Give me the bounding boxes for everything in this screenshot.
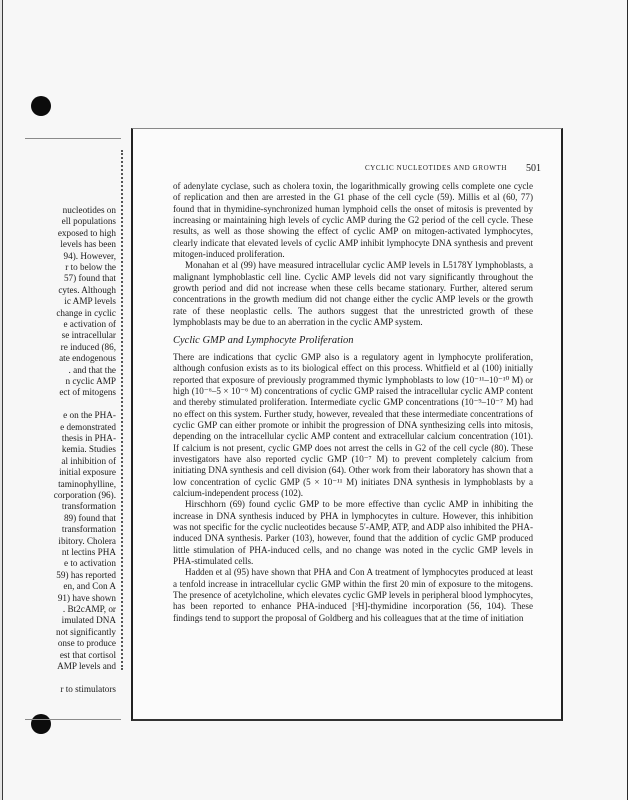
left-page-line: . and that the [68, 364, 116, 375]
left-page-line: ibitory. Cholera [58, 535, 116, 546]
left-page-line: e on the PHA- [63, 410, 116, 421]
left-page-line: est that cortisol [59, 649, 116, 660]
left-page-line: al inhibition of [61, 455, 116, 466]
left-page-line: nt lectins PHA [61, 547, 116, 557]
paragraph: Hadden et al (95) have shown that PHA and Con A treatment of lymphocytes produced at least a tenfold increase in intracellular cyclic GMP within the first 20 min of exposure to the mitogens. The presence of acetylcholine, which elevates cyclic GMP levels in peripheral blood lymphocytes, has been reported to enhance PHA-induced [³H]-thymidine incorporation (56, 104). These findings tend to support the proposal of Goldberg and his colleagues that at the time of initiation [173, 567, 533, 623]
left-page-line: e demonstrated [60, 421, 116, 432]
left-page-line: r to stimulators [60, 683, 116, 694]
scanned-sheet [2, 0, 628, 800]
left-page-line: kemia. Studies [61, 444, 116, 455]
left-page-line: cytes. Although [58, 284, 116, 295]
left-page-line: re induced (86, [60, 341, 116, 352]
section-heading: Cyclic GMP and Lymphocyte Proliferation [173, 335, 354, 347]
left-page-line: taminophylline, [58, 478, 116, 489]
left-page-line: transformation [61, 501, 116, 512]
left-page-line: ic AMP levels [64, 296, 116, 307]
page-header [173, 163, 541, 177]
journal-page [131, 128, 563, 721]
binding-gutter [121, 150, 129, 670]
left-page-line: not significantly [56, 626, 116, 637]
left-page-line: ell populations [61, 216, 116, 227]
left-page-line: se intracellular [61, 330, 116, 341]
left-page-line: change in cyclic [56, 307, 116, 318]
left-page-fragment [25, 138, 121, 720]
left-page-line: . Bt2cAMP, or [62, 604, 116, 614]
left-page-line: initial exposure [59, 467, 116, 478]
paragraph: Monahan et al (99) have measured intracellular cyclic AMP levels in L5178Y lymphoblasts, a malignant lymphoblastic cell line. Cyclic AMP levels did not vary significantly throughout the growth period and did not increase when these cells became stationary. Further, altered serum concentrations in the growth medium did not change either the cyclic AMP levels or the growth rate of these neoplastic cells. The authors suggest that the unrestricted growth of these lymphoblasts may be due to an aberration in the cyclic AMP system. [173, 260, 533, 328]
left-page-line: e to activation [63, 558, 116, 569]
left-page-line: 59) has reported [56, 569, 116, 580]
left-page-line: AMP levels and [57, 661, 116, 671]
left-page-line: ect of mitogens [59, 387, 116, 398]
left-page-line: levels has been [60, 239, 116, 250]
left-page-line: r to below the [65, 262, 116, 272]
left-page-line: transformation [61, 524, 116, 535]
left-page-line: nucleotides on [62, 205, 116, 215]
left-page-line: en, and Con A [63, 581, 116, 592]
running-head: CYCLIC NUCLEOTIDES AND GROWTH [364, 164, 507, 172]
left-page-line: ate endogenous [59, 353, 116, 364]
paragraph: of adenylate cyclase, such as cholera toxin, the logarithmically growing cells complete one cycle of replication and then are arrested in the G1 phase of the cell cycle (59). Millis et al (60, 77) found that in thymidine-synchronized human lymphoid cells the onset of mitosis is prevented by increasing or maintaining high levels of cyclic AMP during the G2 period of the cell cycle. These results, as well as those showing the effect of cyclic AMP on mitogen-activated lymphocytes, clearly indicate that elevated levels of cyclic AMP inhibit lymphocyte DNA synthesis and prevent mitogen-induced proliferation. [173, 181, 533, 260]
left-page-line: n cyclic AMP [65, 376, 116, 386]
left-page-line: imulated DNA [61, 615, 116, 626]
left-page-line: 91) have shown [57, 592, 116, 603]
left-page-line: exposed to high [57, 227, 116, 238]
page-number: 501 [526, 163, 541, 174]
left-page-line: thesis in PHA- [61, 433, 116, 443]
left-page-line: 89) found that [63, 512, 116, 523]
left-page-line: corporation (96). [53, 490, 116, 500]
left-page-line: 94). However, [63, 250, 116, 261]
left-page-line: e activation of [63, 319, 116, 329]
paragraph: Hirschhorn (69) found cyclic GMP to be more effective than cyclic AMP in inhibiting the increase in DNA synthesis induced by PHA in lymphocytes in culture. However, this inhibition was not specific for the cyclic nucleotides because 5′-AMP, ATP, and ADP also inhibited the PHA-induced DNA synthesis. Parker (103), however, found that the addition of cyclic GMP produced little stimulation of PHA-induced cells, and no change was noted in the cyclic GMP levels in PHA-stimulated cells. [173, 499, 533, 566]
left-page-line: onse to produce [57, 638, 116, 649]
punch-hole-top-icon [31, 96, 51, 116]
left-page-line: 57) found that [63, 273, 116, 284]
article-body [173, 181, 533, 624]
paragraph: There are indications that cyclic GMP also is a regulatory agent in lymphocyte proliferation, although confusion exists as to its biological effect on this process. Whitfield et al (100) initially reported that exposure of previously programmed thymic lymphoblasts to low (10⁻¹¹–10⁻¹⁰ M) or high (10⁻⁶–5 × 10⁻⁶ M) concentrations of cyclic GMP raised the intracellular cyclic AMP content and thereby stimulated proliferation. Intermediate cyclic GMP concentrations (10⁻⁹–10⁻⁷ M) had no effect on this system. Further study, however, revealed that these intermediate concentrations of cyclic GMP can either promote or inhibit the progression of DNA synthesizing cells into mitosis, depending on the intracellular cyclic AMP content and extracellular calcium concentration (101). If calcium is not present, cyclic GMP does not arrest the cells in G2 of the cell cycle (80). These investigators have also reported cyclic GMP (10⁻⁷ M) to prevent completely calcium from initiating DNA synthesis and cell division (64). Other work from their laboratory has shown that a low concentration of cyclic GMP (5 × 10⁻¹¹ M) initiates DNA synthesis in lymphoblasts by a calcium-independent process (102). [173, 351, 533, 498]
